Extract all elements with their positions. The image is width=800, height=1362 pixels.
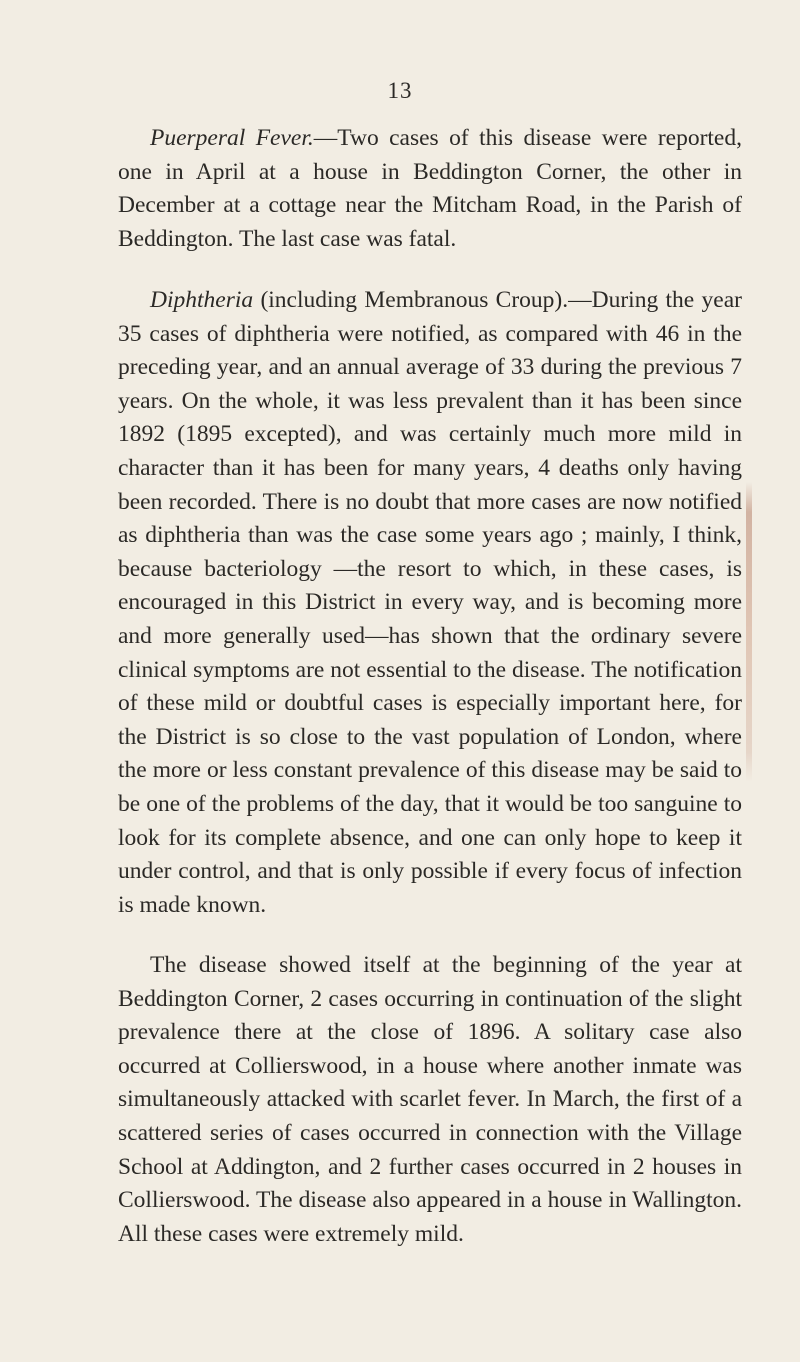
margin-stain bbox=[746, 482, 752, 782]
heading-puerperal-fever: Puerperal Fever. bbox=[150, 125, 314, 151]
paragraph-puerperal-fever bbox=[118, 122, 742, 256]
text-disease-outbreaks: The disease showed itself at the beginning of the year at Beddington Corner, 2 cases occurring in continuation of the slight prevalence there at the close of 1896. A solitary case also occurred at Collierswood, in a house where another inmate was simultaneously attacked with scarlet fever. In March, the first of a scattered series of cases occurred in connection with the Village School at Addington, and 2 further cases occurred in 2 houses in Collierswood. The disease also appeared in a house in Wallington. All these cases were extremely mild. bbox=[118, 952, 742, 1247]
paragraph-diphtheria bbox=[118, 284, 742, 922]
text-diphtheria: (including Membranous Croup).—During the year 35 cases of diphtheria were notified, as compared with 46 in the preceding year, and an annual average of 33 during the previous 7 years. On the whole, it was less prevalent than it has been since 1892 (1895 excepted), and was certainly much more mild in character than it has been for many years, 4 deaths only having been recorded. There is no doubt that more cases are now notified as diphtheria than was the case some years ago ; mainly, I think, because bacteriology —the resort to which, in these cases, is encouraged in this District in every way, and is becoming more and more generally used—has shown that the ordinary severe clinical symptoms are not essential to the disease. The notification of these mild or doubtful cases is especially important here, for the District is so close to the vast population of London, where the more or less constant prevalence of this disease may be said to be one of the problems of the day, that it would be too sanguine to look for its complete absence, and one can only hope to keep it under control, and that is only possible if every focus of infection is made known. bbox=[118, 287, 742, 918]
text-puerperal-fever: —Two cases of this disease were reported, one in April at a house in Beddington Corner, the other in December at a cottage near the Mitcham Road, in the Parish of Beddington. The last case was fatal. bbox=[118, 125, 742, 252]
heading-diphtheria: Diphtheria bbox=[150, 287, 254, 313]
paragraph-disease-outbreaks bbox=[118, 949, 742, 1251]
page-number: 13 bbox=[387, 78, 413, 103]
